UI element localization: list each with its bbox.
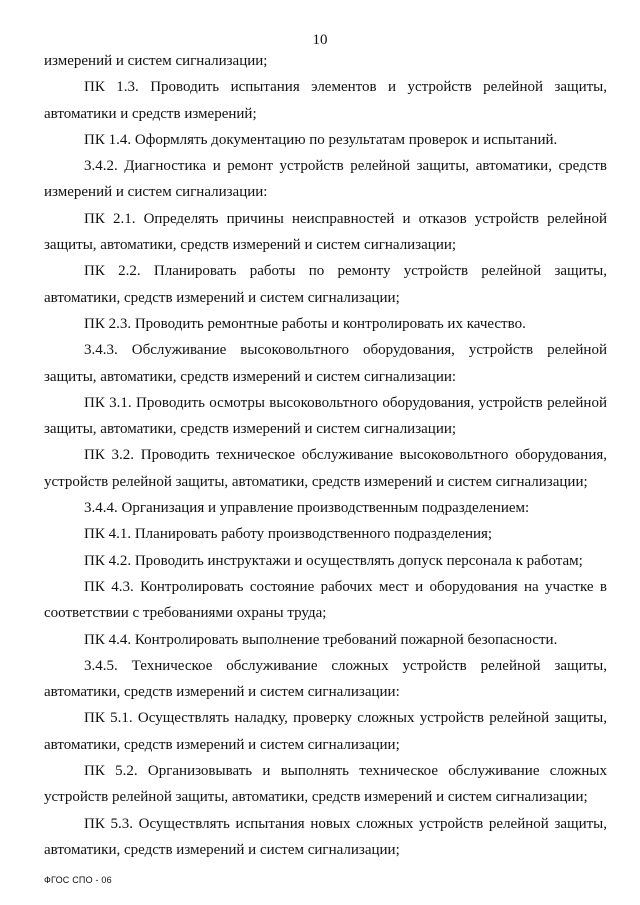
paragraph-pk-3-2: ПК 3.2. Проводить техническое обслуживание высоковольтного оборудования, устройств релейной защиты, автоматики, средств измерений и систем сигнализации; — [44, 447, 607, 490]
paragraph-pk-4-1: ПК 4.1. Планировать работу производственного подразделения; — [84, 526, 493, 543]
paragraph-pk-4-2: ПК 4.2. Проводить инструктажи и осуществлять допуск персонала к работам; — [84, 552, 583, 569]
paragraph-pk-5-2: ПК 5.2. Организовывать и выполнять техническое обслуживание сложных устройств релейной защиты, автоматики, средств измерений и систем сигнализации; — [44, 763, 607, 806]
paragraph-pk-4-3: ПК 4.3. Контролировать состояние рабочих мест и оборудования на участке в соответствии с требованиями охраны труда; — [44, 578, 607, 622]
paragraph-pk-1-4: ПК 1.4. Оформлять документацию по результатам проверок и испытаний. — [84, 131, 558, 148]
footer-label: ФГОС СПО - 06 — [44, 875, 112, 885]
section-3-4-4: 3.4.4. Организация и управление производственным подразделением: — [84, 500, 530, 517]
page-number: 10 — [312, 32, 328, 48]
section-3-4-3: 3.4.3. Обслуживание высоковольтного оборудования, устройств релейной защиты, автоматики, средств измерений и систем сигнализации: — [44, 342, 607, 385]
section-3-4-2: 3.4.2. Диагностика и ремонт устройств релейной защиты, автоматики, средств измерений и систем сигнализации: — [44, 158, 607, 201]
paragraph-pk-1-3: ПК 1.3. Проводить испытания элементов и устройств релейной защиты, автоматики и средств измерений; — [44, 79, 607, 122]
paragraph-pk-2-2: ПК 2.2. Планировать работы по ремонту устройств релейной защиты, автоматики, средств измерений и систем сигнализации; — [44, 263, 607, 306]
paragraph-pk-5-3: ПК 5.3. Осуществлять испытания новых сложных устройств релейной защиты, автоматики, средств измерений и систем сигнализации; — [44, 815, 607, 858]
paragraph-continuation: измерений и систем сигнализации; — [44, 53, 268, 69]
paragraph-pk-2-1: ПК 2.1. Определять причины неисправностей и отказов устройств релейной защиты, автоматики, средств измерений и систем сигнализации; — [44, 210, 607, 254]
paragraph-pk-4-4: ПК 4.4. Контролировать выполнение требований пожарной безопасности. — [84, 631, 558, 648]
paragraph-pk-3-1: ПК 3.1. Проводить осмотры высоковольтного оборудования, устройств релейной защиты, автоматики, средств измерений и систем сигнализации; — [44, 394, 607, 438]
paragraph-pk-5-1: ПК 5.1. Осуществлять наладку, проверку сложных устройств релейной защиты, автоматики, средств измерений и систем сигнализации; — [44, 710, 607, 753]
section-3-4-5: 3.4.5. Техническое обслуживание сложных устройств релейной защиты, автоматики, средств измерений и систем сигнализации: — [44, 657, 607, 701]
document-body — [44, 48, 607, 863]
paragraph-pk-2-3: ПК 2.3. Проводить ремонтные работы и контролировать их качество. — [84, 315, 526, 332]
